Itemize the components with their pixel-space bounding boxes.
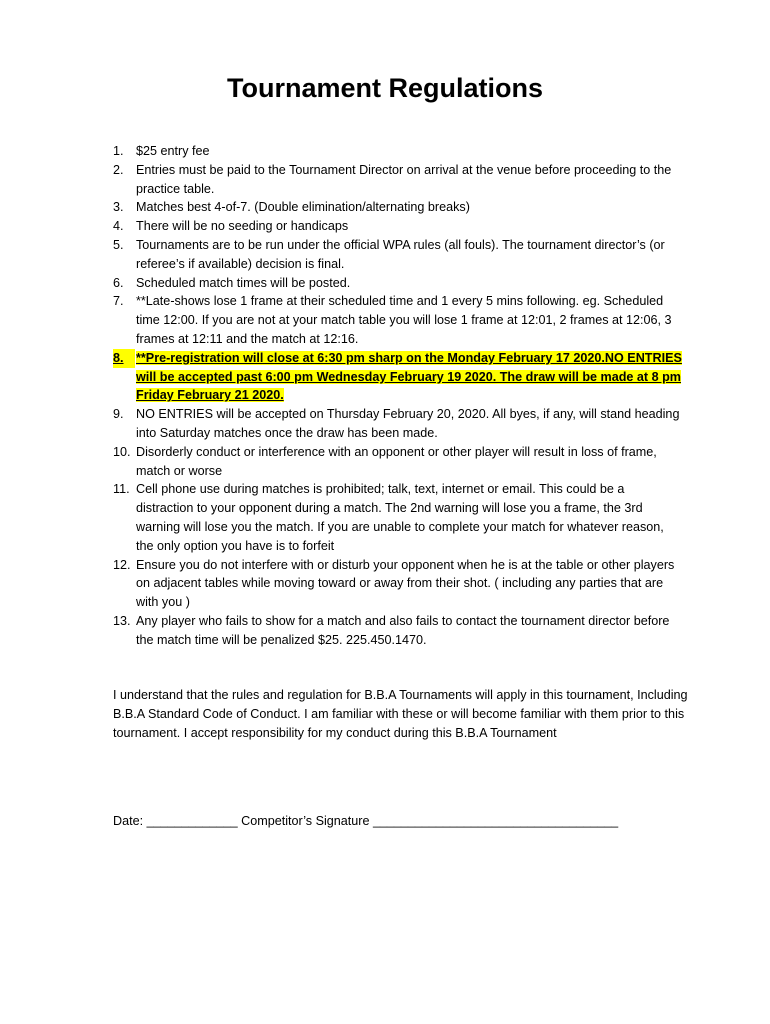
rule-number: 6. (113, 275, 124, 290)
rule-item-6 (113, 274, 683, 293)
rule-text: Disorderly conduct or interference with an opponent or other player will result in loss of frame, match or worse (136, 444, 657, 478)
rule-number: 3. (113, 200, 124, 215)
rule-item-7 (113, 292, 683, 348)
rule-text: $25 entry fee (136, 144, 210, 158)
rule-number: 4. (113, 219, 124, 234)
rule-text: NO ENTRIES will be accepted on Thursday February 20, 2020. All byes, if any, will stand heading into Saturday matches once the draw has been made. (136, 407, 680, 440)
rule-text: Matches best 4-of-7. (Double elimination/alternating breaks) (136, 200, 470, 215)
rule-item-5 (113, 236, 683, 274)
rule-number: 10. (113, 444, 131, 459)
rule-text: Tournaments are to be run under the official WPA rules (all fouls). The tournament director’s (or referee’s if available) decision is final. (136, 237, 665, 271)
rule-text: There will be no seeding or handicaps (136, 219, 349, 234)
rule-text-highlighted: **Pre-registration will close at 6:30 pm sharp on the Monday February 17 2020.NO ENTRIES will be accepted past 6:00 pm Wednesday February 19 2020. The draw will be made at 8 pm Friday February 21 2020. (136, 350, 682, 403)
rule-number: 12. (113, 557, 131, 572)
rule-item-1 (113, 142, 683, 161)
rule-item-4 (113, 217, 683, 236)
rule-text: Cell phone use during matches is prohibited; talk, text, internet or email. This could be a distraction to your opponent during a match. The 2nd warning will lose you a frame, the 3rd warning will lose you the match. If you are unable to complete your match for whatever reason, the only option you have is to forfeit (136, 482, 664, 553)
rule-number: 1. (113, 144, 124, 158)
rule-number: 9. (113, 407, 124, 422)
rule-item-9 (113, 405, 683, 443)
rule-item-3 (113, 198, 683, 217)
rule-item-12 (113, 556, 683, 612)
rule-item-13 (113, 612, 683, 650)
rule-item-10 (113, 443, 683, 481)
rule-number: 2. (113, 162, 124, 177)
signature-line: Date: _____________ Competitor’s Signature ___________________________________ (113, 814, 619, 828)
acknowledgement-statement: I understand that the rules and regulation for B.B.A Tournaments will apply in this tournament, Including B.B.A Standard Code of Conduct. I am familiar with these or will become familiar with them prior to this tournament. I accept responsibility for my conduct during this B.B.A Tournament (113, 688, 688, 740)
rule-text: Entries must be paid to the Tournament Director on arrival at the venue before proceeding to the practice table. (136, 162, 672, 196)
rule-item-11 (113, 480, 683, 555)
rule-number: 7. (113, 294, 124, 309)
rule-text: **Late-shows lose 1 frame at their scheduled time and 1 every 5 mins following. eg. Scheduled time 12:00. If you are not at your match table you will lose 1 frame at 12:01, 2 frames at 12:06, 3 frames at 12:11 and the match at 12:16. (136, 294, 672, 346)
rule-item-8-highlighted (113, 349, 683, 405)
rule-text: Scheduled match times will be posted. (136, 275, 351, 290)
page-title: Tournament Regulations (226, 73, 543, 103)
rule-number: 11. (113, 482, 130, 497)
rule-text: Ensure you do not interfere with or disturb your opponent when he is at the table or other players on adjacent tables while moving toward or away from their shot. ( including any parties that are with you ) (136, 557, 675, 610)
rule-number: 5. (113, 237, 124, 252)
rules-list (113, 142, 683, 650)
rule-text: Any player who fails to show for a match and also fails to contact the tournament director before the match time will be penalized $25. 225.450.1470. (136, 613, 670, 647)
rule-number: 8. (113, 349, 135, 368)
rule-number: 13. (113, 613, 131, 628)
rule-item-2 (113, 161, 683, 199)
